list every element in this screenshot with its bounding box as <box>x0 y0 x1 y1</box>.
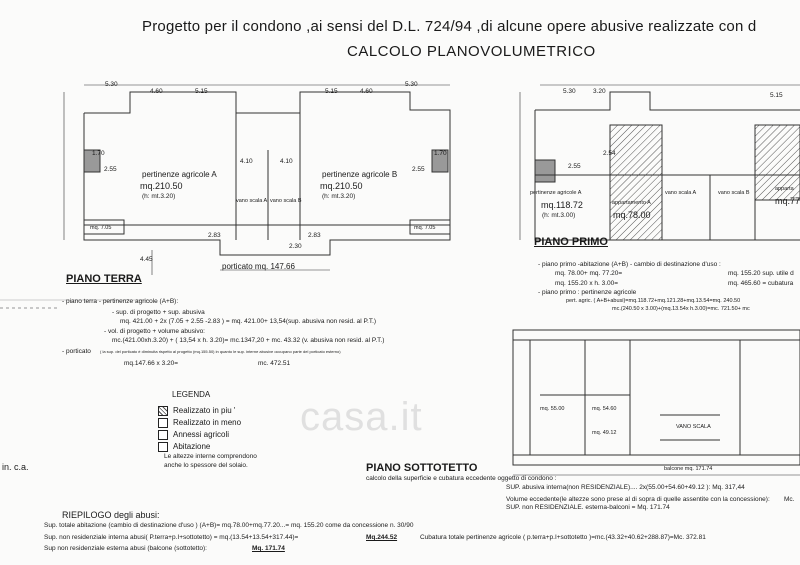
dim-label: 1.70 <box>92 150 105 157</box>
riepilogo-heading: RIEPILOGO degli abusi: <box>62 510 160 520</box>
dim-label: 4.10 <box>280 158 293 165</box>
room-name: vano scala A <box>236 198 268 204</box>
room-area: mq. 49.12 <box>592 430 617 436</box>
room-height: (h: mt.3.20) <box>322 193 356 200</box>
piano-terra-heading: PIANO TERRA <box>66 273 142 285</box>
calc-terra-line: mq.147.66 x 3.20= <box>124 360 179 367</box>
legend-note: anche lo spessore del solaio. <box>164 462 248 469</box>
riepilogo-line: Cubatura totale pertinenze agricole ( p.terra+p.I+sottotetto )=mc.(43.32+40.62+288.87)=Mc. 372.81 <box>420 534 706 541</box>
sottotetto-ext: SUP. non RESIDENZIALE. esterna-balconi = Mq. 171.74 <box>506 504 670 511</box>
calc-primo-line: mq. 155.20 x h. 3.00= <box>555 280 619 287</box>
calc-primo-line: - piano primo -abitazione (A+B) - cambio di destinazione d'uso : <box>538 261 721 268</box>
dim-label: 2.55 <box>412 166 425 173</box>
dim-label: 5.15 <box>770 92 783 99</box>
calc-primo-line: mc.(240.50 x 3.00)+(mq.13.54x h.3.00)=mc. 721.50+ mc <box>612 306 750 312</box>
calc-terra-value: mc. 472.51 <box>258 360 291 367</box>
calc-terra-line: - porticato <box>62 348 91 355</box>
calc-terra-line: mq. 421.00 + 2x (7.05 + 2.55 -2.83 ) = mq. 421.00+ 13,54(sup. abusiva non resid. al P.T.) <box>120 318 377 325</box>
room-area: mq. 55.00 <box>540 406 565 412</box>
room-name: vano scala B <box>270 198 302 204</box>
legend-item: Realizzato in piu ' <box>158 406 235 416</box>
riepilogo-line: Sup. totale abitazione (cambio di destinazione d'uso ) (A+B)= mq.78.00+mq.77.20...= mq. 155.20 come da concessione n. 30/90 <box>44 522 414 529</box>
room-area: balcone mq. 171.74 <box>664 466 713 472</box>
portico-label: porticato mq. 147.66 <box>222 262 295 271</box>
riepilogo-value: Mq. 171.74 <box>252 545 285 552</box>
calc-terra-line: - sup. di progetto + sup. abusiva <box>112 309 205 316</box>
room-name: pertinenze agricole A <box>142 170 217 179</box>
room-name: pertinenze agricole A <box>530 190 582 196</box>
dim-label: 4.60 <box>150 88 163 95</box>
room-area: mq.210.50 <box>140 181 183 191</box>
dim-label: 2.54 <box>603 150 616 157</box>
dim-label: 5.30 <box>405 81 418 88</box>
legend-swatch <box>158 430 168 440</box>
dim-label: 3.20 <box>593 88 606 95</box>
dim-label: 2.83 <box>308 232 321 239</box>
room-height: (h: mt.3.20) <box>142 193 176 200</box>
dim-label: 4.10 <box>240 158 253 165</box>
page-subtitle: CALCOLO PLANOVOLUMETRICO <box>347 43 596 60</box>
riepilogo-value: Mq.244.52 <box>366 534 398 541</box>
page-title: Progetto per il condono ,ai sensi del D.L. 724/94 ,di alcune opere abusive realizzate con d <box>142 18 757 35</box>
room-height: (h: mt.3.00) <box>542 212 576 219</box>
room-name: appartamento A <box>612 200 651 206</box>
room-name: VANO SCALA <box>676 424 711 430</box>
legend-item: Annessi agricoli <box>158 430 229 440</box>
room-area: mq.210.50 <box>320 181 363 191</box>
calc-primo-line: - piano primo : pertinenze agricole <box>538 289 637 296</box>
watermark: casa.it <box>300 395 423 439</box>
sottotetto-vol: Volume eccedente(le altezze sono prese al di sopra di quelle assentite con la concessione): <box>506 496 770 503</box>
calc-primo-value: mq. 465.60 = cubatura <box>728 280 794 287</box>
legend-item: Realizzato in meno <box>158 418 241 428</box>
calc-terra-note: ( la sup. del porticato è diminuita rispetto al progetto (mq.155.50) in quanto le sup. interne abusive occupano parte del porticato esterno) <box>100 349 341 354</box>
sottotetto-vol-value: Mc. <box>784 496 795 503</box>
room-area: mq. 7.05 <box>414 225 436 231</box>
calc-primo-value: mq. 155.20 sup. utile d <box>728 270 794 277</box>
dim-label: 2.30 <box>289 243 302 250</box>
legend-swatch <box>158 406 168 416</box>
piano-primo-heading: PIANO PRIMO <box>534 236 608 248</box>
room-name: vano scala A <box>665 190 697 196</box>
dim-label: 4.45 <box>140 256 153 263</box>
room-area: mq. 54.60 <box>592 406 617 412</box>
dim-label: 2.55 <box>568 163 581 170</box>
calc-terra-line: - piano terra - pertinenze agricole (A+B): <box>62 298 179 305</box>
riepilogo-line: Sup non residenziale esterna abusi (balcone (sottotetto): <box>44 545 207 552</box>
dim-label: 5.30 <box>563 88 576 95</box>
riepilogo-line: Sup. non residenziale interna abusi( P.terra+p.I+sottotetto) = mq.(13.54+13.54+317.44)= <box>44 534 299 541</box>
sottotetto-heading: PIANO SOTTOTETTO <box>366 462 478 474</box>
dim-label: 1.70 <box>434 150 447 157</box>
legend-swatch <box>158 442 168 452</box>
dim-label: 5.30 <box>105 81 118 88</box>
side-cut-text: in. c.a. <box>2 462 29 472</box>
room-area: mq.78.00 <box>613 210 651 220</box>
legend-note: Le altezze interne comprendono <box>164 453 257 460</box>
legend-swatch <box>158 418 168 428</box>
dim-label: 2.83 <box>208 232 221 239</box>
room-area: mq.118.72 <box>541 200 583 210</box>
calc-primo-line: pert. agric. ( A+B+abusi)=mq.118.72+mq.121.28+mq.13.54=mq. 240.50 <box>566 298 741 304</box>
legend-title: LEGENDA <box>172 390 211 399</box>
dim-label: 4.60 <box>360 88 373 95</box>
room-name: pertinenze agricole B <box>322 170 398 179</box>
dim-label: 5.15 <box>195 88 208 95</box>
sottotetto-outline <box>513 330 800 465</box>
legend-item: Abitazione <box>158 442 210 452</box>
room-name: apparta <box>775 186 794 192</box>
dim-label: 5.15 <box>325 88 338 95</box>
room-area: mq.77 <box>775 196 800 206</box>
calc-primo-line: mq. 78.00+ mq. 77.20= <box>555 270 623 277</box>
room-name: vano scala B <box>718 190 750 196</box>
sottotetto-desc: calcolo della superficie e cubatura eccedente oggetto di condono : <box>366 475 557 482</box>
sottotetto-sup: SUP. abusiva interna(non RESIDENZIALE).... 2x(55.00+54.60+49.12 ): Mq. 317,44 <box>506 484 745 491</box>
dim-label: 2.55 <box>104 166 117 173</box>
room-area: mq. 7.05 <box>90 225 112 231</box>
calc-terra-line: - vol. di progetto + volume abusivo: <box>104 328 205 335</box>
calc-terra-line: mc.(421.00xh.3.20) + ( 13,54 x h. 3.20)= mc.1347,20 + mc. 43.32 (v. abusiva non resid. al P.T.) <box>112 337 385 344</box>
